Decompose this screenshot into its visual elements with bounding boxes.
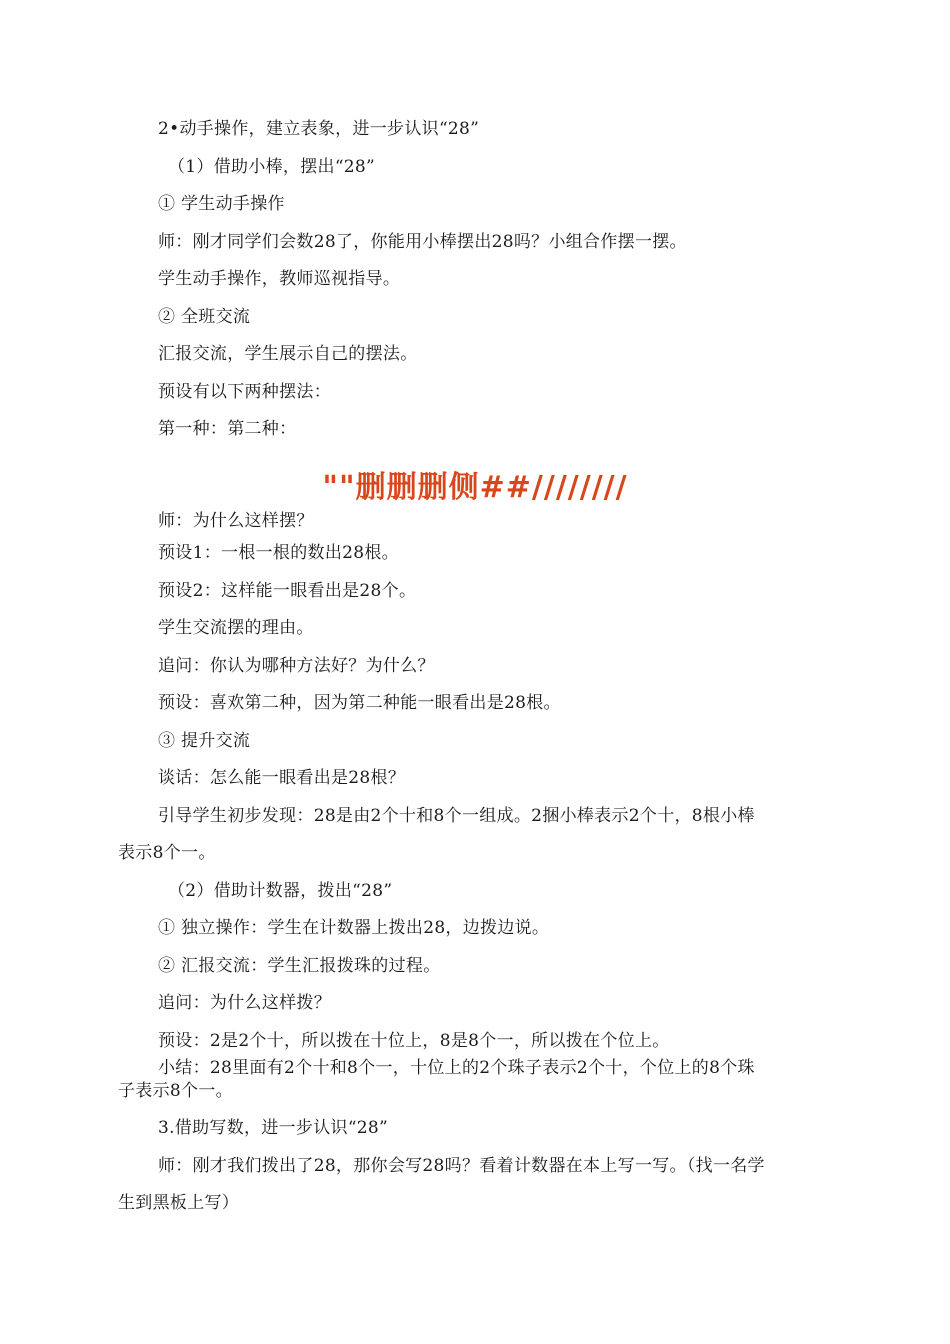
paragraph-talk-question: 谈话：怎么能一眼看出是28根？ — [158, 768, 406, 788]
paragraph-follow-up-question: 追问：你认为哪种方法好？为什么？ — [158, 656, 435, 676]
paragraph-report-beads: ② 汇报交流：学生汇报拨珠的过程。 — [158, 956, 441, 976]
subsection-heading-counter: （2）借助计数器，拨出“28” — [168, 881, 393, 901]
paragraph-method-labels: 第一种：第二种： — [158, 419, 297, 439]
section-heading-write-number: 3.借助写数，进一步认识“28” — [158, 1118, 389, 1138]
paragraph-teacher-write-line2: 生到黑板上写） — [118, 1193, 240, 1213]
paragraph-summary-line2: 子表示8个一。 — [118, 1081, 233, 1101]
paragraph-guide-discovery-line2: 表示8个一。 — [118, 843, 216, 863]
step-heading-class-exchange: ② 全班交流 — [158, 307, 251, 327]
paragraph-independent-operation: ① 独立操作：学生在计数器上拨出28，边拨边说。 — [158, 918, 550, 938]
step-heading-improve-exchange: ③ 提升交流 — [158, 731, 251, 751]
paragraph-preset-1: 预设1：一根一根的数出28根。 — [158, 543, 399, 563]
paragraph-preset-prefer-second: 预设：喜欢第二种，因为第二种能一眼看出是28根。 — [158, 693, 561, 713]
section-heading-hands-on: 2•动手操作，建立表象，进一步认识“28” — [158, 119, 480, 139]
paragraph-two-methods: 预设有以下两种摆法： — [158, 382, 331, 402]
paragraph-summary-line1: 小结：28里面有2个十和8个一，十位上的2个珠子表示2个十，个位上的8个珠 — [158, 1058, 755, 1078]
paragraph-preset-place-value: 预设：2是2个十，所以拨在十位上，8是8个一，所以拨在个位上。 — [158, 1031, 670, 1051]
garbled-figure-text: ""删删删侧##//////// — [322, 470, 628, 505]
subsection-heading-sticks: （1）借助小棒，摆出“28” — [168, 157, 376, 177]
paragraph-preset-2: 预设2：这样能一眼看出是28个。 — [158, 581, 417, 601]
paragraph-teacher-write-line1: 师：刚才我们拨出了28，那你会写28吗？看着计数器在本上写一写。（找一名学 — [158, 1156, 765, 1176]
step-heading-students-operate: ① 学生动手操作 — [158, 194, 285, 214]
paragraph-why-dial: 追问：为什么这样拨？ — [158, 993, 331, 1013]
paragraph-students-operate: 学生动手操作，教师巡视指导。 — [158, 269, 401, 289]
paragraph-students-reason: 学生交流摆的理由。 — [158, 618, 314, 638]
paragraph-why-arrange: 师：为什么这样摆？ — [158, 511, 314, 531]
paragraph-report-exchange: 汇报交流，学生展示自己的摆法。 — [158, 344, 418, 364]
paragraph-teacher-prompt: 师：刚才同学们会数28了，你能用小棒摆出28吗？小组合作摆一摆。 — [158, 232, 687, 252]
paragraph-guide-discovery-line1: 引导学生初步发现：28是由2个十和8个一组成。2捆小棒表示2个十，8根小棒 — [158, 806, 755, 826]
